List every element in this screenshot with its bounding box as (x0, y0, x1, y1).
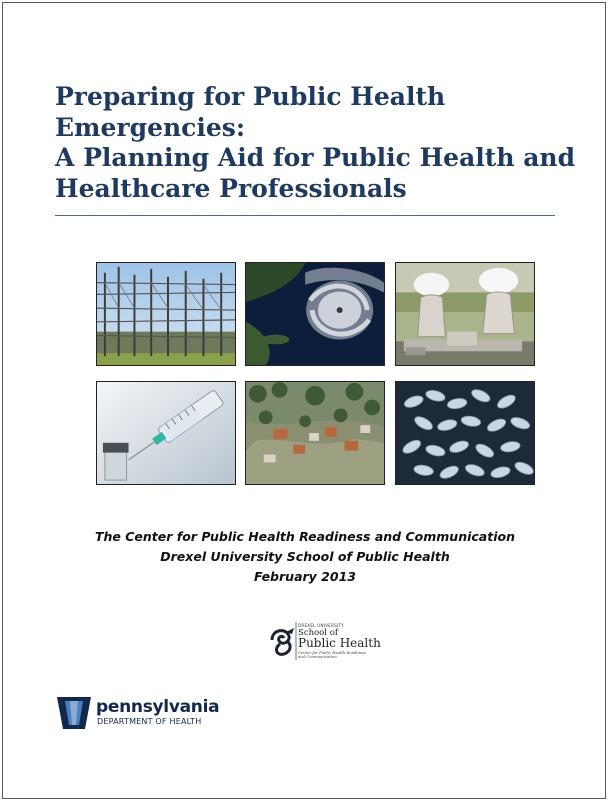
title-line-2: Emergencies: (55, 112, 246, 142)
title-line-4: Healthcare Professionals (55, 173, 407, 203)
photo-cooling-towers (395, 262, 535, 366)
photo-bacteria-micrograph (395, 381, 535, 485)
title-line-3: A Planning Aid for Public Health and (55, 143, 576, 172)
document-title (55, 82, 575, 204)
title-rule (55, 215, 555, 216)
drexel-school-of: School of (298, 628, 338, 638)
photo-power-substation (96, 262, 236, 366)
credits-date: February 2013 (254, 569, 356, 584)
pa-department: DEPARTMENT OF HEALTH (97, 717, 202, 726)
drexel-university-label: DREXEL UNIVERSITY (298, 623, 345, 628)
photo-syringe-vial (96, 381, 236, 485)
pennsylvania-keystone-icon (56, 695, 92, 731)
photo-hurricane-satellite (245, 262, 385, 366)
drexel-public-health: Public Health (298, 636, 381, 650)
credits-block (0, 527, 610, 587)
credits-school: Drexel University School of Public Health (160, 549, 450, 564)
photo-flooded-town (245, 381, 385, 485)
title-line-1: Preparing for Public Health (55, 82, 446, 111)
credits-center: The Center for Public Health Readiness and Communication (95, 529, 515, 544)
pa-name: pennsylvania (96, 697, 220, 717)
drexel-tagline: Center for Public Health Readiness and Communication (298, 650, 367, 660)
